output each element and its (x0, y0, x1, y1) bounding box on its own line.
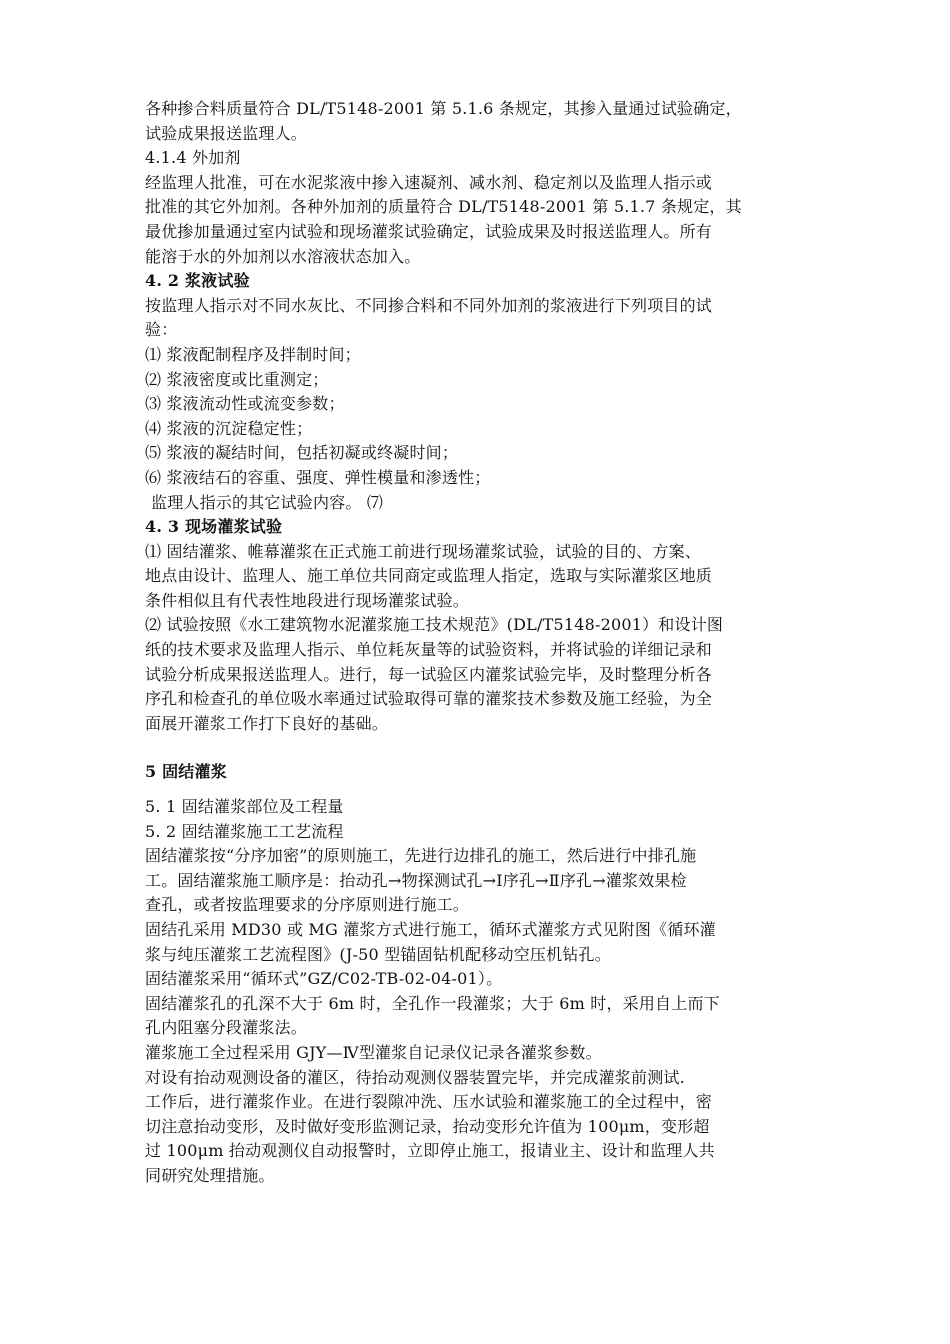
subsection-heading: 5. 1 固结灌浆部位及工程量 (145, 797, 344, 817)
list-item: ⑵ 浆液密度或比重测定； (145, 369, 329, 389)
text-line: 各种掺合料质量符合 DL/T5148-2001 第 5.1.6 条规定，其掺入量通过试验确定， (145, 99, 742, 118)
text-line: 查孔，或者按监理要求的分序原则进行施工。 (145, 895, 470, 915)
list-item: ⑶ 浆液流动性或流变参数； (145, 394, 345, 414)
text-line: 过 100μm 抬动观测仪自动报警时，立即停止施工，报请业主、设计和监理人共 (145, 1141, 715, 1161)
document-body (145, 97, 825, 1189)
text-line: 纸的技术要求及监理人指示、单位耗灰量等的试验资料，并将试验的详细记录和 (145, 640, 713, 660)
text-line: 固结孔采用 MD30 或 MG 灌浆方式进行施工，循环式灌浆方式见附图《循环灌 (145, 920, 716, 939)
text-line: 固结灌浆孔的孔深不大于 6m 时，全孔作一段灌浆；大于 6m 时，采用自上而下 (145, 993, 720, 1013)
section-heading: 4. 3 现场灌浆试验 (145, 517, 283, 537)
text-line: 灌浆施工全过程采用 GJY—Ⅳ型灌浆自记录仪记录各灌浆参数。 (145, 1042, 602, 1062)
text-line: 切注意抬动变形，及时做好变形监测记录，抬动变形允许值为 100μm，变形超 (145, 1116, 710, 1136)
list-item: ⑵ 试验按照《水工建筑物水泥灌浆施工技术规范》(DL/T5148-2001）和设计图 (145, 615, 724, 635)
section-heading: 4. 2 浆液试验 (145, 271, 250, 291)
text-line: 工。固结灌浆施工顺序是：抬动孔→物探测试孔→Ⅰ序孔→Ⅱ序孔→灌浆效果检 (145, 870, 687, 890)
subsection-heading: 4.1.4 外加剂 (145, 148, 241, 168)
text-line: 能溶于水的外加剂以水溶液状态加入。 (145, 246, 421, 266)
text-line: 同研究处理措施。 (145, 1165, 275, 1185)
text-line: 孔内阻塞分段灌浆法。 (145, 1018, 308, 1038)
text-line: 试验分析成果报送监理人。进行，每一试验区内灌浆试验完毕，及时整理分析各 (145, 664, 713, 684)
text-line: 浆与纯压灌浆工艺流程图》(J-50 型锚固钻机配移动空压机钻孔。 (145, 944, 611, 964)
spacer (145, 736, 825, 760)
text-line: 对设有抬动观测设备的灌区，待抬动观测仪器装置完毕，并完成灌浆前测试. (145, 1067, 685, 1087)
list-item: ⑴ 固结灌浆、帷幕灌浆在正式施工前进行现场灌浆试验，试验的目的、方案、 (145, 541, 702, 561)
list-item: ⑴ 浆液配制程序及拌制时间； (145, 344, 361, 364)
text-line: 按监理人指示对不同水灰比、不同掺合料和不同外加剂的浆液进行下列项目的试 (145, 295, 713, 315)
text-line: 面展开灌浆工作打下良好的基础。 (145, 713, 389, 733)
list-item: ⑹ 浆液结石的容重、强度、弹性模量和渗透性； (145, 467, 491, 487)
text-line: 工作后，进行灌浆作业。在进行裂隙冲洗、压水试验和灌浆施工的全过程中，密 (145, 1092, 713, 1112)
text-line: 序孔和检查孔的单位吸水率通过试验取得可靠的灌浆技术参数及施工经验，为全 (145, 689, 713, 709)
subsection-heading: 5. 2 固结灌浆施工工艺流程 (145, 821, 344, 841)
text-line: 试验成果报送监理人。 (145, 123, 308, 143)
list-item: ⑷ 浆液的沉淀稳定性； (145, 418, 313, 438)
list-item: ⑸ 浆液的凝结时间，包括初凝或终凝时间； (145, 443, 459, 463)
spacer (145, 785, 825, 795)
text-line: 批准的其它外加剂。各种外加剂的质量符合 DL/T5148-2001 第 5.1.7 条规定，其 (145, 197, 742, 217)
text-line: 地点由设计、监理人、施工单位共同商定或监理人指定，选取与实际灌浆区地质 (145, 566, 713, 586)
text-line: 条件相似且有代表性地段进行现场灌浆试验。 (145, 590, 470, 610)
text-line: 固结灌浆采用“循环式”GZ/C02-TB-02-04-01）。 (145, 969, 503, 989)
text-line: 最优掺加量通过室内试验和现场灌浆试验确定，试验成果及时报送监理人。所有 (145, 221, 713, 241)
text-line: 验： (145, 320, 178, 340)
text-line: 固结灌浆按“分序加密”的原则施工，先进行边排孔的施工，然后进行中排孔施 (145, 846, 697, 866)
text-line: 经监理人批准，可在水泥浆液中掺入速凝剂、减水剂、稳定剂以及监理人指示或 (145, 172, 713, 192)
chapter-heading: 5 固结灌浆 (145, 762, 227, 782)
list-item: 监理人指示的其它试验内容。 ⑺ (151, 492, 384, 512)
